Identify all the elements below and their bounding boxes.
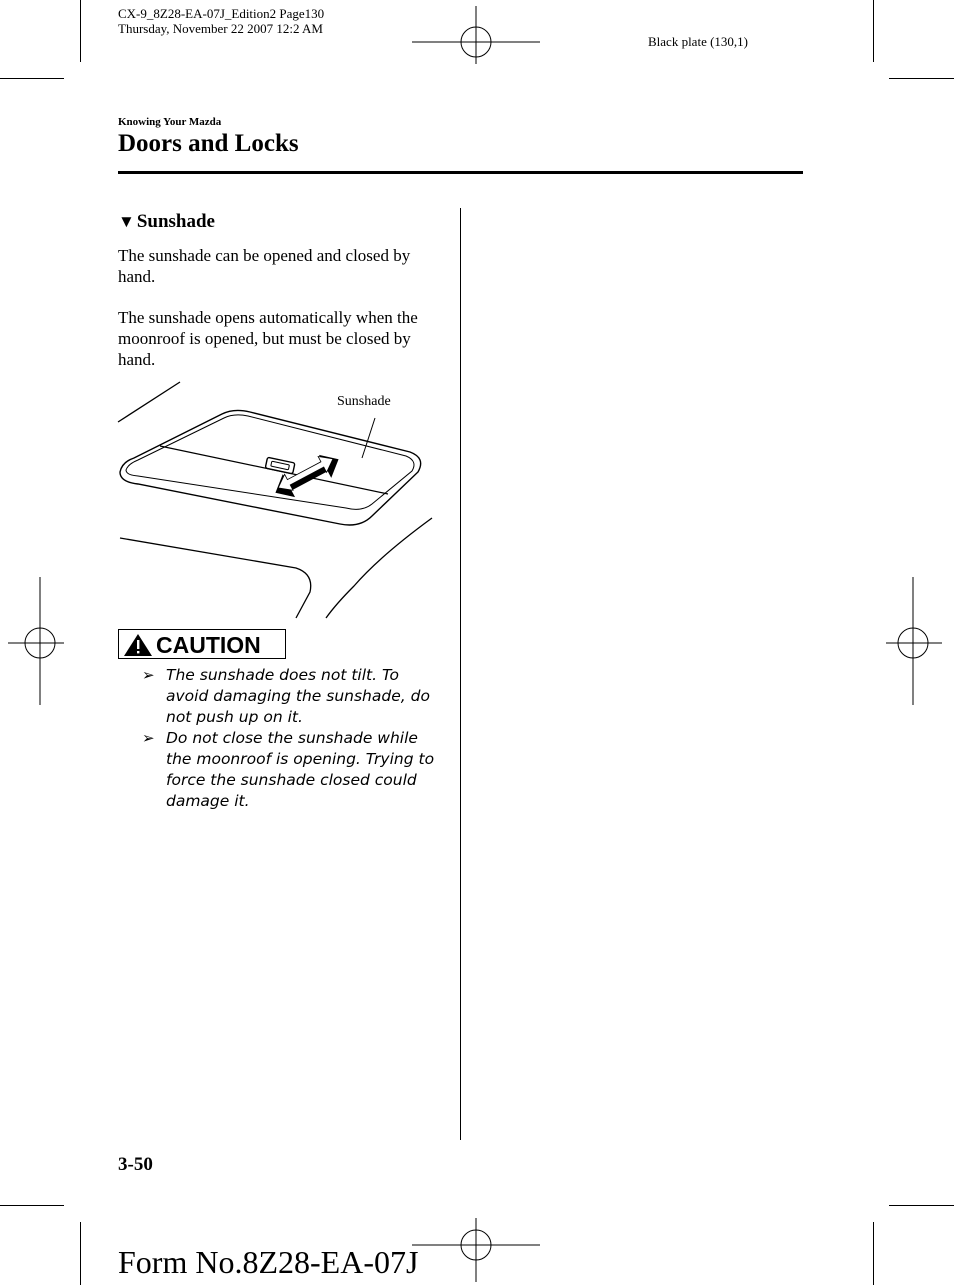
page-number: 3-50 (118, 1154, 153, 1175)
section-label: Knowing Your Mazda (118, 116, 222, 128)
caution-heading-box (118, 629, 286, 659)
paragraph-1: The sunshade can be opened and closed by hand. (118, 246, 411, 286)
caution-item-1 (142, 665, 442, 728)
subsection-heading (118, 211, 215, 233)
caution-item-text: The sunshade does not tilt. To avoid damaging the sunshade, do not push up on it. (166, 666, 430, 726)
paragraph-2: The sunshade opens automatically when the moonroof is opened, but must be closed by hand. (118, 308, 418, 369)
sunshade-illustration (110, 380, 440, 620)
arrow-bullet-icon: ➢ (142, 666, 155, 684)
form-number: Form No.8Z28-EA-07J (118, 1244, 419, 1280)
print-info-date: Thursday, November 22 2007 12:2 AM (118, 21, 323, 36)
plate-info: Black plate (130,1) (648, 34, 748, 49)
figure-label-sunshade: Sunshade (337, 394, 391, 409)
triangle-marker-icon: ▼ (118, 212, 135, 231)
title-rule (118, 171, 803, 174)
column-divider (460, 208, 461, 1140)
registration-mark-top (412, 4, 544, 74)
registration-mark-right (884, 575, 946, 709)
subsection-title: Sunshade (136, 211, 215, 232)
caution-item-2 (142, 728, 442, 812)
warning-triangle-icon (123, 633, 153, 657)
caution-item-text: Do not close the sunshade while the moonroof is opening. Trying to force the sunshade closed could damage it. (166, 729, 435, 810)
page-title: Doors and Locks (118, 130, 299, 157)
arrow-bullet-icon: ➢ (142, 729, 155, 747)
print-info (118, 6, 324, 36)
caution-heading: CAUTION (156, 632, 261, 658)
print-info-file: CX-9_8Z28-EA-07J_Edition2 Page130 (118, 6, 325, 21)
registration-mark-bottom (412, 1212, 544, 1285)
registration-mark-left (6, 575, 66, 709)
caution-list (142, 665, 442, 812)
